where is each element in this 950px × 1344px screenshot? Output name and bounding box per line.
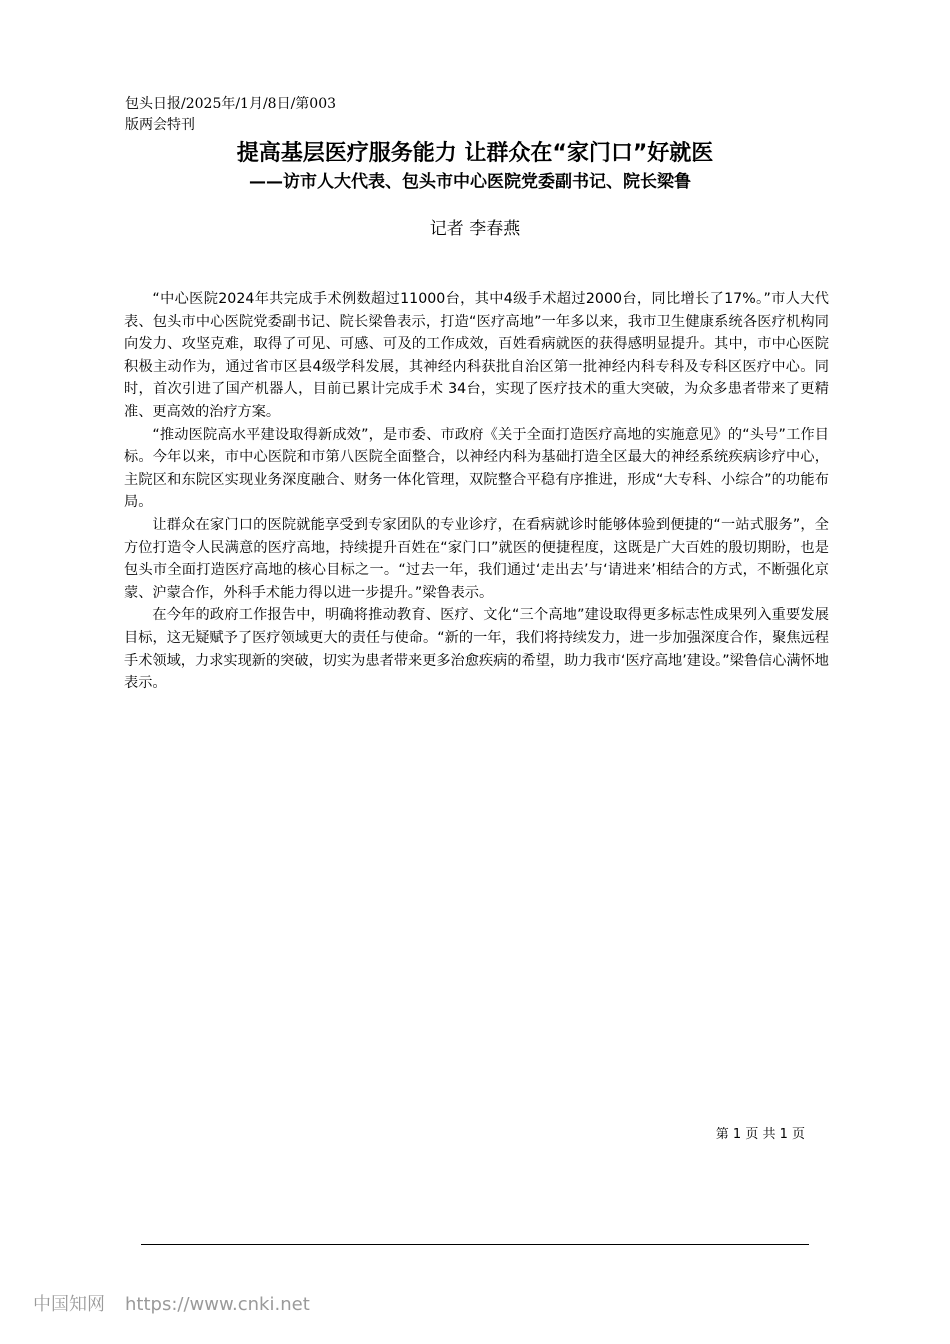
paragraph: “中心医院2024年共完成手术例数超过11000台，其中4级手术超过2000台，同比增长了17%。”市人大代表、包头市中心医院党委副书记、院长梁鲁表示，打造“医疗高地”一年多以来，我市卫生健康系统各医疗机构同向发力、攻坚克难，取得了可见、可感、可及的工作成效，百姓看病就医的获得感明显提升。其中，市中心医院积极主动作为，通过省市区县4级学科发展，其神经内科获批自治区第一批神经内科专科及专科区医疗中心。同时，首次引进了国产机器人，目前已累计完成手术 34台，实现了医疗技术的重大突破，为众多患者带来了更精准、更高效的治疗方案。 [124, 291, 829, 420]
article-body [124, 288, 829, 695]
article-author: 记者 李春燕 [429, 219, 521, 239]
article-title: 提高基层医疗服务能力 让群众在“家门口”好就医 [236, 141, 714, 166]
paragraph: “推动医院高水平建设取得新成效”，是市委、市政府《关于全面打造医疗高地的实施意见》的“头号”工作目标。今年以来，市中心医院和市第八医院全面整合，以神经内科为基础打造全区最大的神经系统疾病诊疗中心，主院区和东院区实现业务深度融合、财务一体化管理，双院整合平稳有序推进，形成“大专科、小综合”的功能布局。 [124, 426, 829, 511]
watermark-url[interactable]: https://www.cnki.net [125, 1294, 310, 1315]
source-line-1: 包头日报/2025年/1月/8日/第003 [125, 96, 337, 112]
source-line-2: 版两会特刊 [125, 117, 195, 133]
source-info [125, 94, 336, 136]
article-subtitle: ——访市人大代表、包头市中心医院党委副书记、院长梁鲁 [249, 172, 691, 192]
cnki-watermark [33, 1293, 310, 1317]
footer-divider [141, 1244, 809, 1245]
paragraph: 让群众在家门口的医院就能享受到专家团队的专业诊疗，在看病就诊时能够体验到便捷的“一站式服务”，全方位打造令人民满意的医疗高地，持续提升百姓在“家门口”就医的便捷程度，这既是广大百姓的殷切期盼，也是包头市全面打造医疗高地的核心目标之一。“过去一年，我们通过‘走出去’与‘请进来’相结合的方式，不断强化京蒙、沪蒙合作，外科手术能力得以进一步提升。”梁鲁表示。 [124, 516, 829, 601]
page-number: 第 1 页 共 1 页 [715, 1127, 805, 1142]
watermark-brand: 中国知网 [33, 1294, 105, 1315]
paragraph: 在今年的政府工作报告中，明确将推动教育、医疗、文化“三个高地”建设取得更多标志性成果列入重要发展目标，这无疑赋予了医疗领域更大的责任与使命。“新的一年，我们将持续发力，进一步加强深度合作，聚焦远程手术领域，力求实现新的突破，切实为患者带来更多治愈疾病的希望，助力我市‘医疗高地’建设。”梁鲁信心满怀地表示。 [124, 607, 829, 692]
